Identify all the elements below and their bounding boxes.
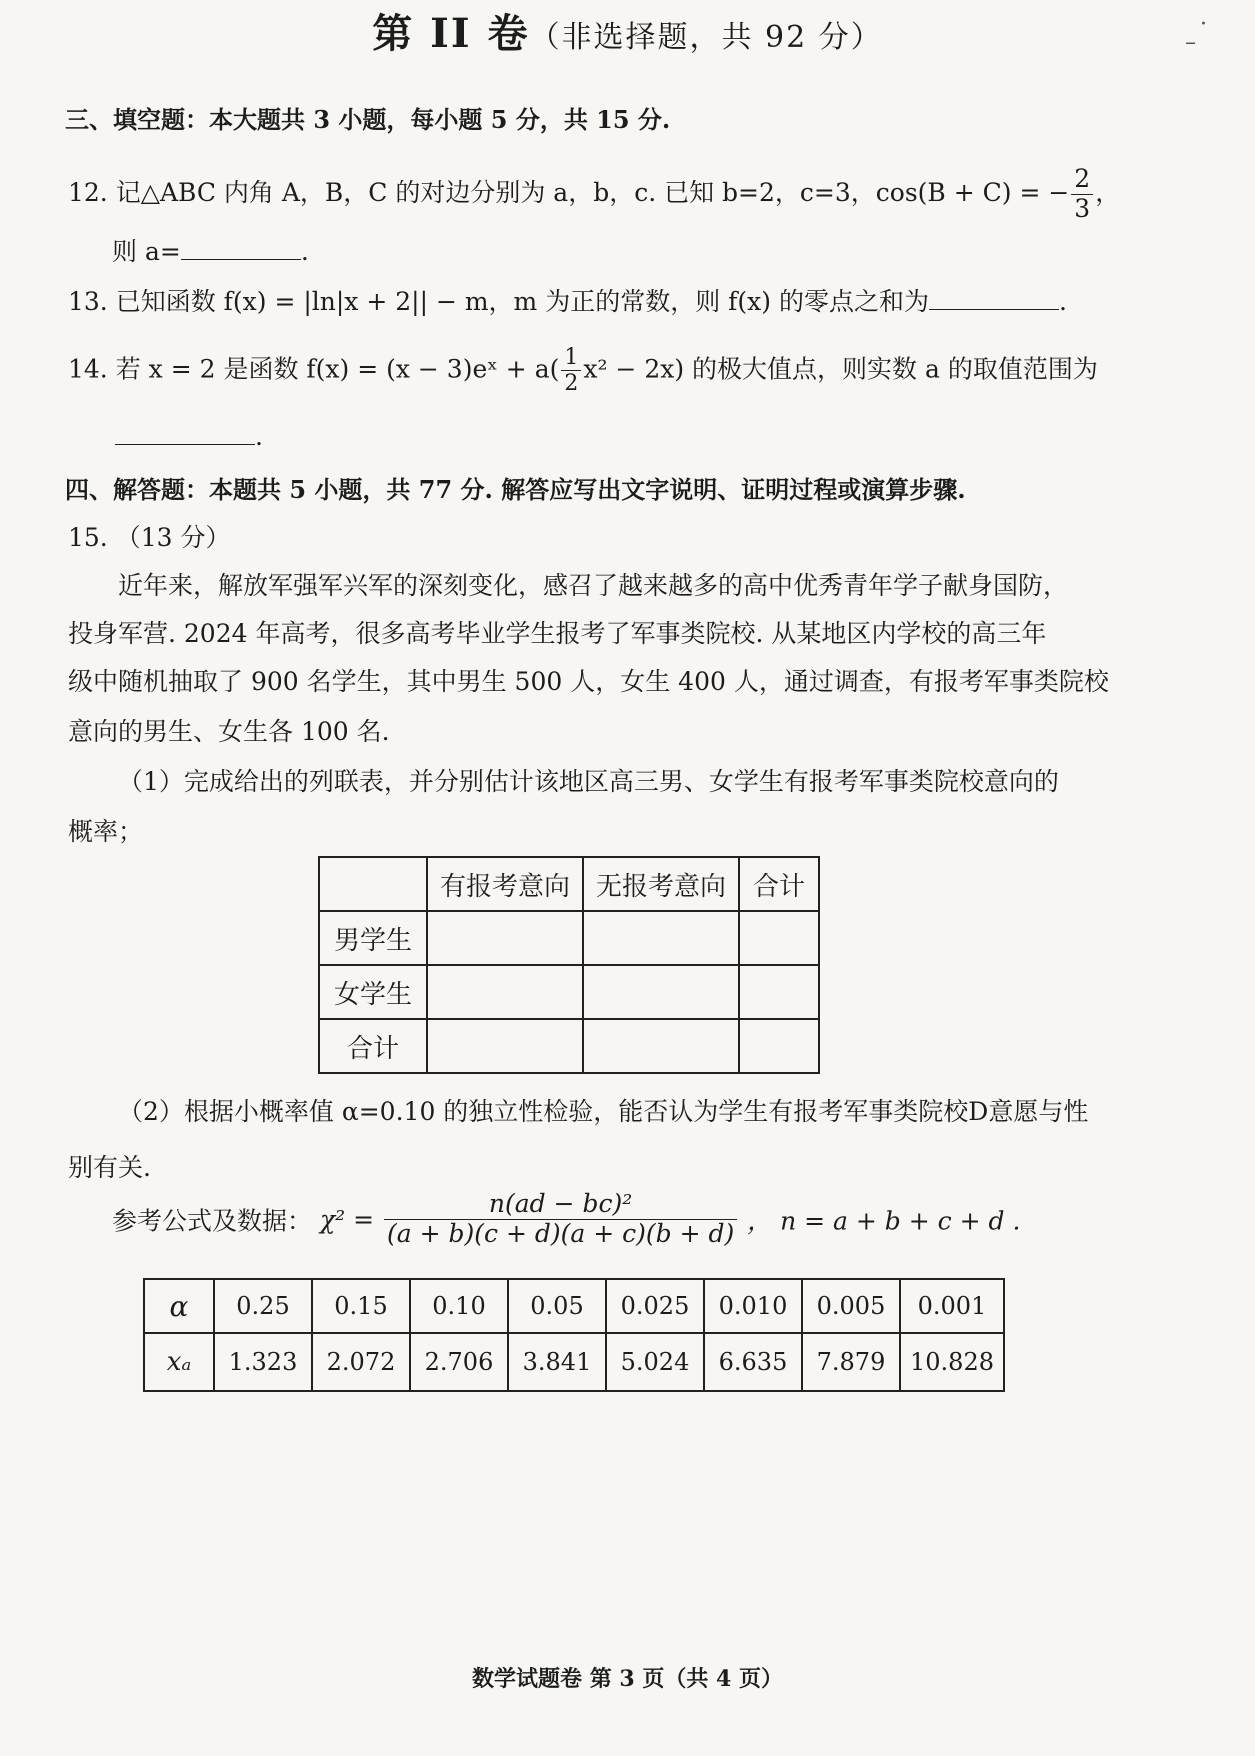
title-main: 第 II 卷 [372,10,530,57]
q14-answer-line [115,420,263,451]
table-row [144,1279,1004,1333]
scan-speck: – [1185,30,1196,55]
q12-number: 12. [68,177,108,207]
x-alpha-cell: 10.828 [900,1333,1004,1391]
alpha-cell: 0.10 [410,1279,508,1333]
q12-answer-blank[interactable] [181,235,301,260]
table-blank-cell[interactable] [739,911,819,965]
q14-fraction [561,345,581,397]
question-13 [68,282,1067,318]
table-row-label: 女学生 [319,965,427,1019]
q15-points: （13 分） [115,523,231,552]
table-blank-cell[interactable] [739,965,819,1019]
q15-para-line-2: 投身军营. 2024 年高考，很多高考毕业学生报考了军事类院校. 从某地区内学校的高三年 [68,619,1047,648]
alpha-cell: 0.05 [508,1279,606,1333]
contingency-table [318,856,820,1074]
formula-denominator: (a + b)(c + d)(a + c)(b + d) [387,1218,735,1248]
q15-part1-line-1: （1）完成给出的列联表，并分别估计该地区高三男、女学生有报考军事类院校意向的 [118,767,1059,796]
q12-end: ， [1095,177,1121,207]
table-row [319,911,819,965]
table-blank-cell[interactable] [427,911,583,965]
table-row-label: 男学生 [319,911,427,965]
q14-text-b: x² − 2x) 的极大值点，则实数 a 的取值范围为 [583,354,1098,384]
q15-para-line-1: 近年来，解放军强军兴军的深刻变化，感召了越来越多的高中优秀青年学子献身国防， [118,571,1069,600]
table-row-label: 合计 [319,1019,427,1073]
page-footer: 数学试题卷 第 3 页（共 4 页） [472,1666,783,1692]
table-row [144,1333,1004,1391]
alpha-cell: 0.005 [802,1279,900,1333]
x-alpha-cell: 7.879 [802,1333,900,1391]
x-alpha-cell: 3.841 [508,1333,606,1391]
table-header-cell: 无报考意向 [583,857,739,911]
question-12 [68,165,1120,224]
reference-formula [112,1190,1020,1249]
q12-answer-prefix: 则 a= [112,237,181,266]
q15-part2-line-2: 别有关. [68,1153,151,1182]
x-alpha-cell: 1.323 [214,1333,312,1391]
alpha-row-label: α [144,1279,214,1333]
x-alpha-cell: 6.635 [704,1333,802,1391]
x-alpha-cell: 2.072 [312,1333,410,1391]
q13-number: 13. [68,287,108,316]
alpha-cell: 0.25 [214,1279,312,1333]
formula-numerator: n(ad − bc)² [384,1190,737,1220]
formula-tail: ， n = a + b + c + d . [747,1206,1021,1236]
table-blank-cell[interactable] [583,911,739,965]
q12-frac-den: 3 [1074,193,1091,223]
q14-end: . [255,422,263,451]
table-blank-cell[interactable] [427,1019,583,1073]
table-row [319,965,819,1019]
x-alpha-row-label: xₐ [144,1333,214,1391]
scan-speck: · [1200,12,1207,37]
q15-part2-line-1: （2）根据小概率值 α=0.10 的独立性检验，能否认为学生有报考军事类院校D意愿与性 [118,1097,1089,1126]
q14-frac-num: 1 [561,345,581,371]
q12-fraction [1071,165,1093,224]
alpha-cell: 0.025 [606,1279,704,1333]
page-title [0,2,1255,59]
table-blank-cell[interactable] [583,965,739,1019]
question-14 [68,345,1098,397]
table-header-cell: 合计 [739,857,819,911]
q13-end: . [1058,287,1067,316]
q13-answer-blank[interactable] [929,285,1059,310]
q12-frac-num: 2 [1071,165,1093,195]
q15-para-line-4: 意向的男生、女生各 100 名. [68,717,390,746]
table-blank-cell[interactable] [739,1019,819,1073]
formula-fraction [384,1190,737,1249]
q12-answer-line [112,232,309,268]
section-3-heading: 三、填空题：本大题共 3 小题，每小题 5 分，共 15 分. [65,105,671,134]
q14-text-a: 若 x = 2 是函数 f(x) = (x − 3)eˣ + a( [115,354,560,384]
q14-number: 14. [68,354,108,384]
alpha-cell: 0.001 [900,1279,1004,1333]
table-row [319,857,819,911]
alpha-cell: 0.010 [704,1279,802,1333]
table-header-cell [319,857,427,911]
section-4-heading: 四、解答题：本题共 5 小题，共 77 分. 解答应写出文字说明、证明过程或演算步骤. [65,475,966,504]
formula-lhs: χ² = [319,1204,375,1234]
table-blank-cell[interactable] [427,965,583,1019]
q12-text: 记△ABC 内角 A，B，C 的对边分别为 a，b，c. 已知 b=2，c=3，cos(B + C) = − [115,177,1070,207]
alpha-cell: 0.15 [312,1279,410,1333]
q12-answer-end: . [300,237,309,266]
x-alpha-cell: 2.706 [410,1333,508,1391]
table-header-cell: 有报考意向 [427,857,583,911]
x-alpha-cell: 5.024 [606,1333,704,1391]
q13-text: 已知函数 f(x) = |ln|x + 2|| − m，m 为正的常数，则 f(x) 的零点之和为 [115,287,929,316]
question-15-header [68,518,230,554]
q14-frac-den: 2 [564,371,579,397]
title-subtitle: （非选择题，共 92 分） [529,20,883,55]
critical-value-table [143,1278,1005,1392]
q14-answer-blank[interactable] [115,420,255,445]
table-row [319,1019,819,1073]
q15-para-line-3: 级中随机抽取了 900 名学生，其中男生 500 人，女生 400 人，通过调查，有报考军事类院校 [68,667,1109,696]
table-blank-cell[interactable] [583,1019,739,1073]
q15-part1-line-2: 概率； [68,817,144,846]
formula-label: 参考公式及数据： [112,1206,313,1236]
q15-number: 15. [68,523,108,552]
